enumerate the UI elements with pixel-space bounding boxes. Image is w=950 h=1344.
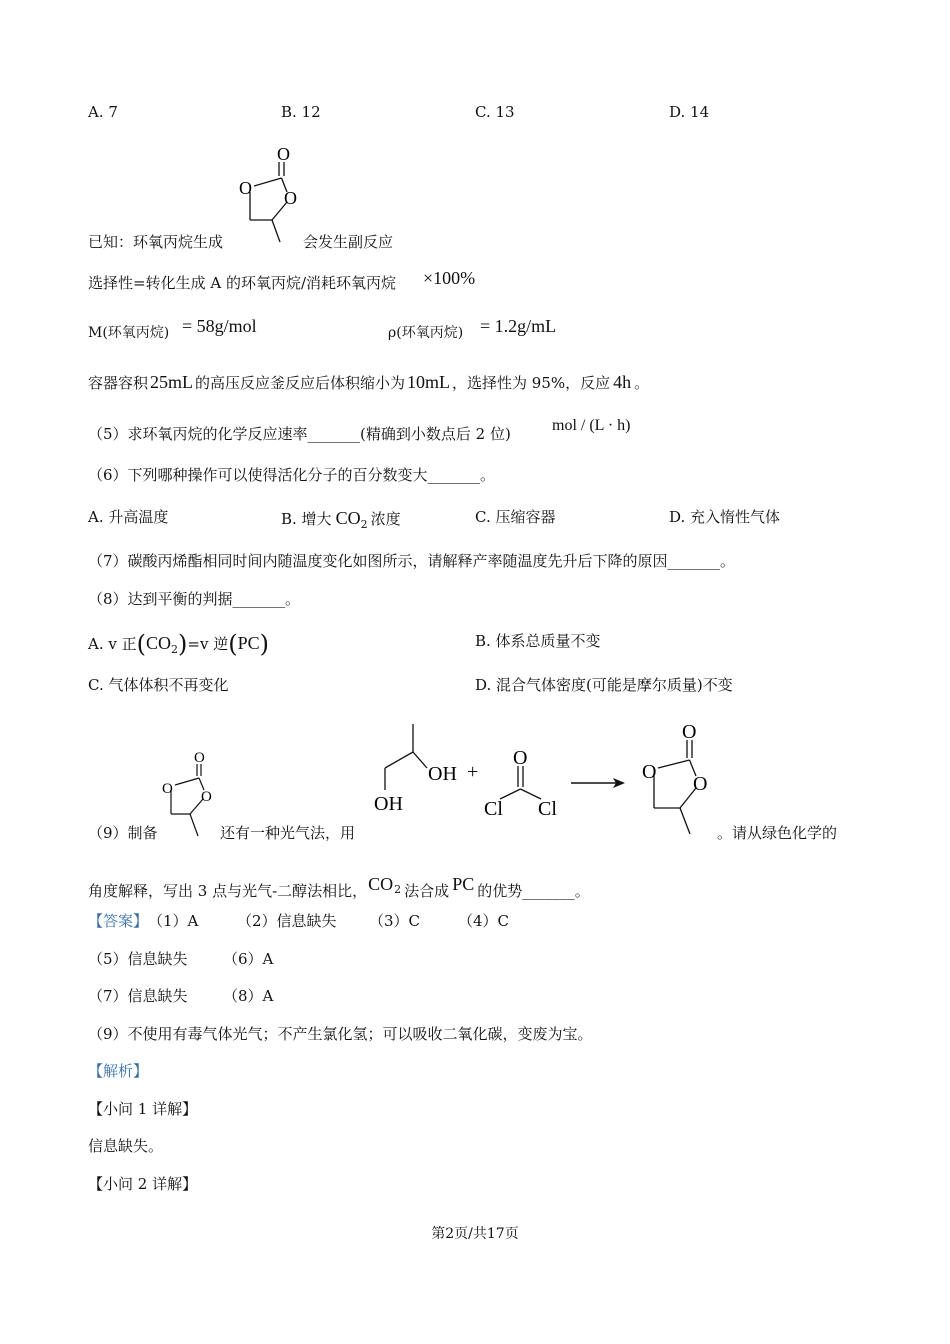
atom-o-carbonyl: O	[682, 721, 697, 743]
q6-a: A. 升高温度	[88, 508, 169, 526]
m-value: = 58g/mol	[182, 316, 257, 336]
vessel-v1: 25mL	[150, 372, 194, 392]
q9-line2-post: 的优势_______。	[477, 882, 590, 900]
atom-cl-left: Cl	[484, 798, 503, 817]
q6-d: D. 充入惰性气体	[669, 508, 781, 526]
q6-b	[281, 508, 401, 531]
q6-c: C. 压缩容器	[475, 508, 556, 526]
q9-line2-chem2: PC	[452, 874, 475, 894]
q8-a-chem: CO	[146, 633, 172, 653]
rho-label: ρ(环氧丙烷)	[388, 325, 464, 341]
choice-d: D. 14	[669, 103, 710, 121]
q9-line2-mid: 法合成	[404, 882, 450, 900]
analysis-s1-body: 信息缺失。	[88, 1137, 164, 1155]
answer-6: （6）A	[223, 950, 274, 968]
vessel-t3: ，选择性为 95%，反应	[452, 374, 611, 392]
q9-line2-pre: 角度解释，写出 3 点与光气-二醇法相比，	[88, 882, 368, 900]
q6-text: （6）下列哪种操作可以使得活化分子的百分数变大_______。	[88, 466, 496, 484]
reaction-arrow-icon	[570, 776, 626, 790]
q8-d: D. 混合气体密度(可能是摩尔质量)不变	[475, 676, 733, 694]
answer-2: （2）信息缺失	[237, 912, 337, 930]
q8-text: （8）达到平衡的判据_______。	[88, 590, 301, 608]
vessel-t2: 的高压反应釜反应后体积缩小为	[195, 374, 406, 392]
q5-unit: mol / (L · h)	[552, 417, 631, 434]
answer-4: （4）C	[458, 912, 510, 930]
known-prefix: 已知：环氧丙烷生成	[88, 233, 224, 251]
choice-a: A. 7	[88, 103, 118, 121]
q8-a-mid: =v 逆	[187, 635, 229, 653]
known-suffix: 会发生副反应	[303, 233, 394, 251]
selectivity-formula: ×100%	[423, 268, 476, 288]
q8-a-chem2: PC	[237, 633, 260, 653]
q6-b-sub: 2	[360, 518, 368, 531]
q8-a: A. v 正$(CO_2)=v$ 逆(PC)	[88, 630, 269, 658]
analysis-s2: 【小问 2 详解】	[88, 1175, 198, 1193]
m-label: M(环氧丙烷)	[88, 325, 170, 341]
answer-tag: 【答案】	[88, 912, 149, 930]
q6-b-chem: CO	[335, 508, 361, 528]
q9-line2-sub: 2	[394, 883, 402, 896]
phosgene-structure	[478, 745, 568, 817]
q9-prefix: （9）制备	[88, 824, 158, 842]
group-oh-bottom: OH	[374, 793, 403, 815]
choice-b: B. 12	[281, 103, 321, 121]
atom-o-ring-right: O	[693, 773, 708, 795]
atom-o-carbonyl: O	[277, 144, 290, 164]
q6-b-pre: B. 增大	[281, 510, 332, 528]
q9-plus: +	[467, 761, 479, 783]
propanediol-structure	[370, 722, 470, 817]
atom-o-ring-left: O	[642, 761, 657, 783]
choice-c: C. 13	[475, 103, 515, 121]
rho-value: = 1.2g/mL	[480, 316, 557, 336]
q8-a-pre: A. v 正	[88, 635, 137, 653]
answer-5: （5）信息缺失	[88, 950, 188, 968]
q9-suffix: 。请从绿色化学的	[717, 824, 838, 842]
atom-o-carbonyl: O	[194, 750, 205, 766]
q9-line2-chem: CO	[368, 874, 394, 894]
q7-text: （7）碳酸丙烯酯相同时间内随温度变化如图所示，请解释产率随温度先升后下降的原因_______。	[88, 552, 736, 570]
answer-8: （8）A	[223, 987, 274, 1005]
q8-a-sub: 2	[171, 643, 179, 656]
pc-structure-small	[156, 748, 218, 840]
group-oh-right: OH	[428, 763, 457, 785]
vessel-t1: 容器容积	[88, 374, 149, 392]
vessel-v2: 10mL	[407, 372, 451, 392]
analysis-tag: 【解析】	[88, 1062, 149, 1080]
pc-structure-product	[636, 718, 716, 840]
q5-text: （5）求环氧丙烷的化学反应速率_______(精确到小数点后 2 位)	[88, 425, 511, 443]
answer-1: （1）A	[148, 912, 199, 930]
answer-3: （3）C	[369, 912, 421, 930]
answer-7: （7）信息缺失	[88, 987, 188, 1005]
atom-o-phosgene: O	[513, 747, 528, 769]
q8-b: B. 体系总质量不变	[475, 632, 601, 650]
analysis-s1: 【小问 1 详解】	[88, 1100, 198, 1118]
selectivity-text: 选择性=转化生成 A 的环氧丙烷/消耗环氧丙烷	[88, 274, 396, 292]
q9-line2	[88, 874, 590, 900]
page-footer: 第2页/共17页	[431, 1226, 519, 1242]
q6-b-post: 浓度	[370, 510, 401, 528]
pc-structure-known	[232, 140, 304, 248]
answer-9: （9）不使用有毒气体光气；不产生氯化氢；可以吸收二氧化碳，变废为宝。	[88, 1025, 593, 1043]
atom-o-ring-right: O	[284, 188, 297, 208]
atom-o-ring-left: O	[239, 178, 252, 198]
vessel-v3: 4h	[613, 372, 632, 392]
q9-mid: 还有一种光气法，用	[220, 824, 356, 842]
atom-o-ring-left: O	[162, 781, 173, 797]
vessel-t4: 。	[634, 374, 650, 392]
vessel-line	[88, 372, 649, 394]
q8-c: C. 气体体积不再变化	[88, 676, 229, 694]
atom-o-ring-right: O	[201, 789, 212, 805]
atom-cl-right: Cl	[538, 798, 557, 817]
